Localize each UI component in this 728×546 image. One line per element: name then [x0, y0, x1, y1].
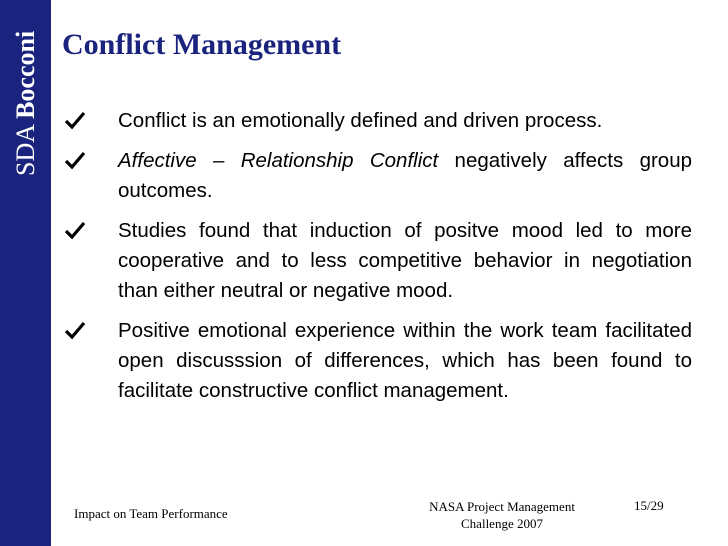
- bullet-emphasis: Affective – Relationship Conflict: [118, 149, 439, 172]
- bullet-item: [64, 146, 692, 206]
- footer-event: [402, 498, 602, 532]
- bullet-text: [118, 146, 692, 206]
- svg-text:SDA Bocconi: [11, 31, 40, 176]
- bullet-text: Studies found that induction of positve mood led to more cooperative and to less competitive behavior in negotiation than either neutral or negative mood.: [118, 219, 692, 302]
- bullet-item: [64, 316, 692, 406]
- checkmark-icon: [64, 320, 86, 340]
- footer-event-line2: Challenge 2007: [461, 516, 543, 531]
- bullet-rest: negatively affects group outcomes.: [118, 149, 692, 202]
- checkmark-icon: [64, 110, 86, 130]
- brand-sidebar: [0, 0, 51, 546]
- bullet-text: Conflict is an emotionally defined and driven process.: [118, 109, 603, 132]
- bullet-item: [64, 216, 692, 306]
- checkmark-icon: [64, 220, 86, 240]
- sda-bocconi-logo: [7, 8, 45, 178]
- logo-name: Bocconi: [11, 30, 40, 119]
- logo-prefix: SDA: [11, 125, 40, 176]
- footer-event-line1: NASA Project Management: [429, 499, 575, 514]
- bullet-text: Positive emotional experience within the work team facilitated open discusssion of differences, which has been found to facilitate constructive conflict management.: [118, 319, 692, 402]
- checkmark-icon: [64, 150, 86, 170]
- slide-title: Conflict Management: [62, 28, 342, 61]
- bullet-list: [64, 106, 692, 416]
- page-number: 15/29: [634, 498, 664, 513]
- bullet-item: [64, 106, 692, 136]
- footer-topic: Impact on Team Performance: [74, 506, 228, 521]
